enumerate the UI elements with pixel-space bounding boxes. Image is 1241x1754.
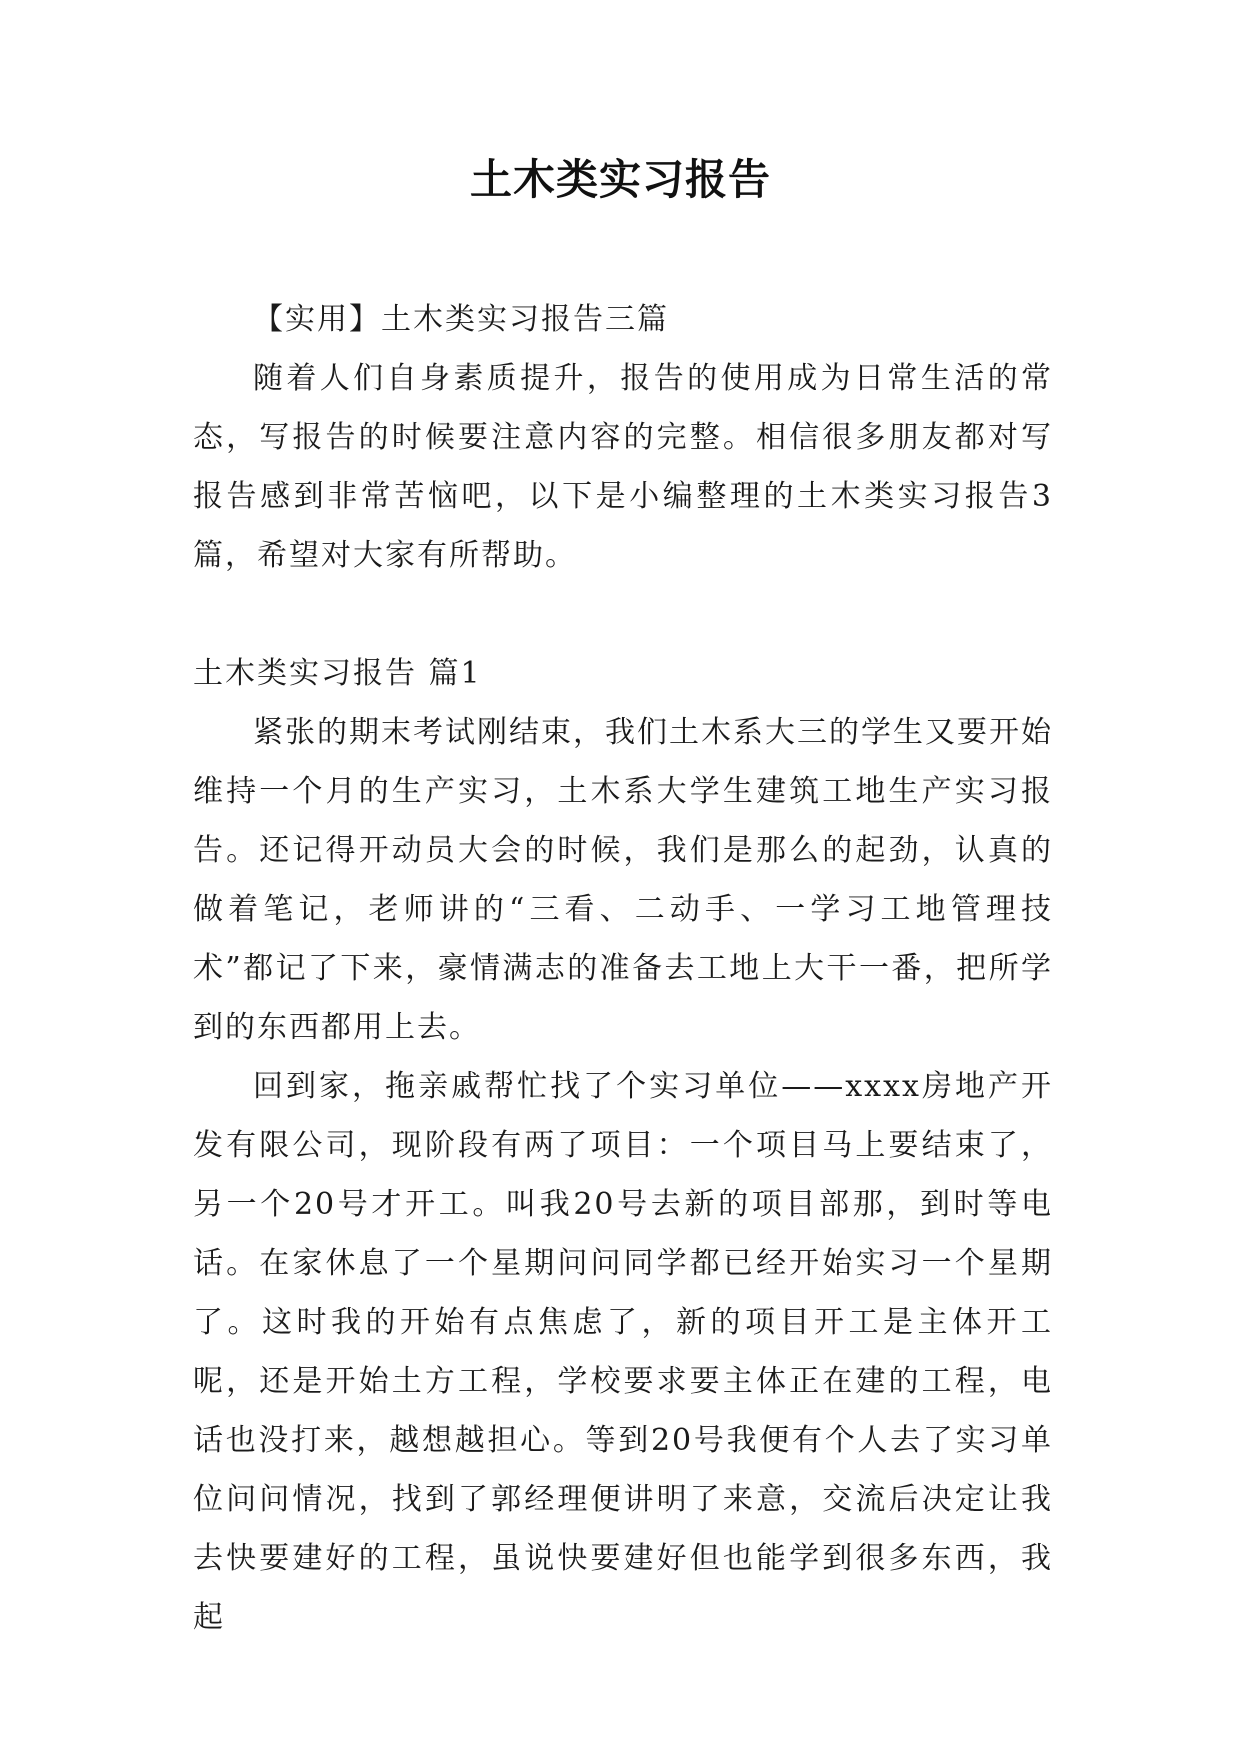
section-spacer <box>193 585 1053 644</box>
intro-paragraph: 随着人们自身素质提升，报告的使用成为日常生活的常态，写报告的时候要注意内容的完整。相信很多朋友都对写报告感到非常苦恼吧，以下是小编整理的土木类实习报告3篇，希望对大家有所帮助。 <box>193 361 1053 573</box>
body-paragraph-2: 回到家，拖亲戚帮忙找了个实习单位——xxxx房地产开发有限公司，现阶段有两了项目：一个项目马上要结束了，另一个20号才开工。叫我20号去新的项目部那，到时等电话。在家休息了一个星期问问同学都已经开始实习一个星期了。这时我的开始有点焦虑了，新的项目开工是主体开工呢，还是开始土方工程，学校要求要主体正在建的工程，电话也没打来，越想越担心。等到20号我便有个人去了实习单位问问情况，找到了郭经理便讲明了来意，交流后决定让我去快要建好的工程，虽说快要建好但也能学到很多东西，我起 <box>193 1069 1053 1635</box>
body-paragraph-1: 紧张的期末考试刚结束，我们土木系大三的学生又要开始维持一个月的生产实习，土木系大学生建筑工地生产实习报告。还记得开动员大会的时候，我们是那么的起劲，认真的做着笔记，老师讲的“三看、二动手、一学习工地管理技术”都记了下来，豪情满志的准备去工地上大干一番，把所学到的东西都用上去。 <box>193 715 1053 1045</box>
document-title: 土木类实习报告 <box>469 155 771 204</box>
intro-heading: 【实用】土木类实习报告三篇 <box>253 302 669 337</box>
section-heading: 土木类实习报告 篇1 <box>193 656 482 691</box>
document-body <box>193 290 1053 1647</box>
